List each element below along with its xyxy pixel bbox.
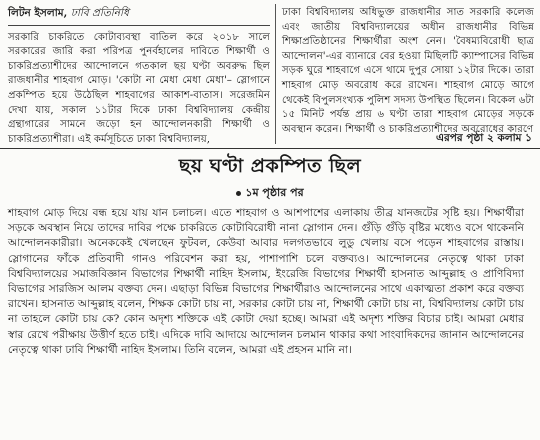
article-left-text: সরকারি চাকরিতে কোটাব্যবস্থা বাতিল করে ২০১৮ সালে সরকারের জারি করা পরিপত্র পুনর্বহালের দাবিতে শিক্ষার্থী ও চাকরিপ্রত্যাশীদের আন্দোলনে গতকাল ছয় ঘণ্টা অবরুদ্ধ ছিল রাজধানীর শাহবাগ মোড়। 'কোটা না মেধা মেধা মেধা'– স্লোগানে প্রকম্পিত হয়ে উঠেছিল শাহবাগের আকাশ-বাতাস। সরেজমিন দেখা যায়, সকাল ১১টার দিকে ঢাকা বিশ্ববিদ্যালয় কেন্দ্রীয় গ্রন্থাগারের সামনে জড়ো হন আন্দোলনকারী শিক্ষার্থী ও চাকরিপ্রত্যাশীরা। এই কর্মসূচিতে ঢাকা বিশ্ববিদ্যালয়,	[8, 31, 270, 145]
column-divider	[275, 4, 276, 144]
byline-name: লিটন ইসলাম,	[8, 7, 68, 19]
article-left-column	[8, 6, 270, 147]
jump-headline: ছয় ঘণ্টা প্রকম্পিত ছিল	[178, 155, 362, 177]
byline-divider	[8, 25, 270, 26]
article-right-text: ঢাকা বিশ্ববিদ্যালয় অধিভুক্ত রাজধানীর সাত সরকারি কলেজ এবং জাতীয় বিশ্ববিদ্যালয়ের অধীন রাজধানীর বিভিন্ন শিক্ষাপ্রতিষ্ঠানের শিক্ষার্থীরা অংশ নেন। 'বৈষম্যবিরোধী ছাত্র আন্দোলন'-এর ব্যানারে বের হওয়া মিছিলটি ক্যাম্পাসের বিভিন্ন সড়ক ঘুরে শাহবাগে এসে থামে দুপুর সোয়া ১২টার দিকে। তারা শাহবাগ মোড় অবরোধ করে রাখেন। শাহবাগ মোড়ে আগে থেকেই বিপুলসংখ্যক পুলিশ সদস্য উপস্থিত ছিলেন। বিকেল ৬টা ১৫ মিনিট পর্যন্ত প্রায় ৬ ঘণ্টা তারা শাহবাগ মোড়ের সড়কে অবস্থান করেন। শিক্ষার্থী ও চাকরিপ্রত্যাশীদের অবরোধের কারণে	[282, 7, 534, 135]
continued-from-label	[0, 184, 540, 203]
byline	[8, 6, 270, 21]
byline-role: ঢাবি প্রতিনিধি	[70, 7, 129, 19]
continued-on-label: এরপর পৃষ্ঠা ২ কলাম ১	[436, 132, 532, 144]
article-right-column	[282, 6, 534, 137]
bullet-icon	[236, 191, 241, 196]
jump-body-text: শাহবাগ মোড় দিয়ে বন্ধ হয়ে যায় যান চলাচল। এতে শাহবাগ ও আশপাশের এলাকায় তীব্র যানজটের সৃষ্টি হয়। শিক্ষার্থীরা সড়কে অবস্থান নিয়ে তাদের দাবির পক্ষে চাকরিতে কোটাবিরোধী নানা স্লোগান দেন। গুঁড়ি গুঁড়ি বৃষ্টির মধ্যেও বসে থাকেননি আন্দোলনকারীরা। অনেককেই খেলছেন ফুটবল, কেউবা আবার দলগতভাবে লুডু খেলায় বসে পড়েন শাহবাগের রাস্তায়। স্লোগানের ফাঁকে প্রতিবাদী গানও পরিবেশন করা হয়, পাশাপাশি চলে বক্তব্যও। আন্দোলনের নেতৃত্বে থাকা ঢাকা বিশ্ববিদ্যালয়ের সমাজবিজ্ঞান বিভাগের শিক্ষার্থী নাহিদ ইসলাম, ইংরেজি বিভাগের শিক্ষার্থী হাসনাত আব্দুল্লাহ ও প্রাণিবিদ্যা বিভাগের সারজিস আলম বক্তব্য দেন। এছাড়া বিভিন্ন বিভাগের শিক্ষার্থীরাও আন্দোলনের সাথে একাত্মতা প্রকাশ করে বক্তব্য রাখেন। হাসনাত আব্দুল্লাহ বলেন, শিক্ষক কোটা চায় না, সরকার কোটা চায় না, শিক্ষার্থী কোটা চায় না, বিশ্ববিদ্যালয় কোটা চায় না তাহলে কোটা চায় কে? কোন অদৃশ্য শক্তিকে এই কোটা দেয়া হচ্ছে। আমরা এই অদৃশ্য শক্তির বিচার চাই। আমরা মেধার স্বার রেখে পরীক্ষায় উত্তীর্ণ হতে চাই। এদিকে দাবি আদায়ে আন্দোলন চলমান থাকার কথা সাংবাদিকদের জানান আন্দোলনের নেতৃত্বে থাকা ঢাবি শিক্ষার্থী নাহিদ ইসলাম। তিনি বলেন, আমরা এই প্রহসন মানি না।	[8, 207, 524, 356]
continued-from-text: ১ম পৃষ্ঠার পর	[245, 186, 304, 199]
section-divider	[0, 148, 540, 149]
